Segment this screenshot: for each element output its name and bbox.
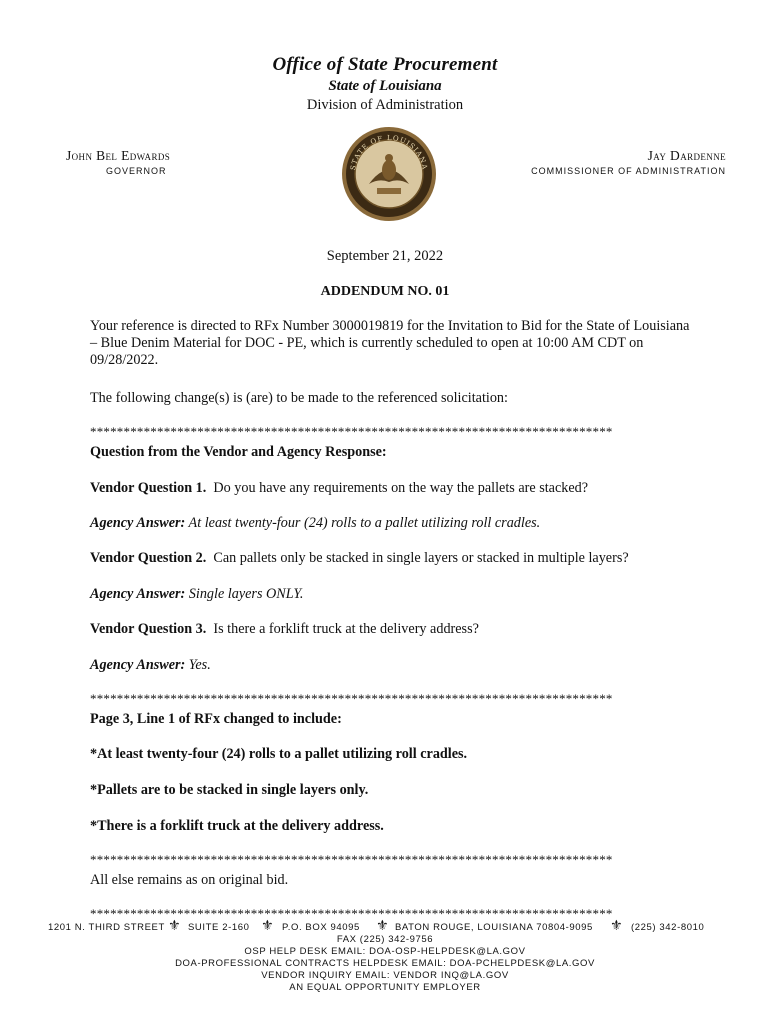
commissioner-title: COMMISSIONER OF ADMINISTRATION (531, 166, 726, 176)
vendor-question-2 (90, 550, 629, 567)
seal-text: STATE OF LOUISIANA (349, 133, 429, 171)
q3-text: Is there a forklift truck at the delivery address? (213, 621, 479, 637)
commissioner-block (531, 148, 726, 176)
change-heading: Page 3, Line 1 of RFx changed to include: (90, 711, 342, 727)
closing-text: All else remains as on original bid. (90, 872, 289, 888)
fleur-de-lis-icon: ⚜ (168, 917, 182, 933)
q2-label: Vendor Question 2. (90, 550, 207, 566)
state-title: State of Louisiana (328, 78, 442, 94)
a1-text: At least twenty-four (24) rolls to a pallet utilizing roll cradles. (188, 515, 541, 531)
footer-po-box: P.O. BOX 94095 (282, 922, 360, 933)
a1-label: Agency Answer: (90, 515, 186, 531)
footer-contracts-email: DOA-PROFESSIONAL CONTRACTS HELPDESK EMAIL: DOA-PCHELPDESK@LA.GOV (175, 958, 595, 969)
change-item-1: *At least twenty-four (24) rolls to a pallet utilizing roll cradles. (90, 746, 468, 762)
agency-answer-3 (90, 657, 211, 674)
separator: ****************************************************************************** (90, 424, 613, 439)
footer-street: 1201 N. THIRD STREET (48, 922, 165, 933)
qa-heading: Question from the Vendor and Agency Response: (90, 444, 387, 460)
footer-eoe: AN EQUAL OPPORTUNITY EMPLOYER (289, 982, 481, 993)
a3-text: Yes. (188, 657, 211, 673)
q1-text: Do you have any requirements on the way the pallets are stacked? (213, 480, 589, 496)
addendum-number: ADDENDUM NO. 01 (320, 284, 450, 299)
footer-phone: (225) 342-8010 (631, 922, 705, 933)
letter-date: September 21, 2022 (326, 248, 444, 264)
separator: ****************************************************************************** (90, 691, 613, 706)
office-title: Office of State Procurement (272, 54, 498, 75)
a2-text: Single layers ONLY. (188, 586, 304, 602)
agency-answer-1 (90, 515, 540, 532)
changes-intro: The following change(s) is (are) to be made to the referenced solicitation: (90, 390, 508, 406)
vendor-question-1 (90, 480, 588, 497)
footer-fax: FAX (225) 342-9756 (336, 934, 434, 945)
separator: ****************************************************************************** (90, 852, 613, 867)
governor-block (66, 148, 170, 176)
state-seal-icon (341, 126, 437, 222)
change-item-2: *Pallets are to be stacked in single layers only. (90, 782, 369, 798)
q3-label: Vendor Question 3. (90, 621, 207, 637)
q1-label: Vendor Question 1. (90, 480, 207, 496)
change-item-3: *There is a forklift truck at the delivery address. (90, 818, 384, 834)
footer-city: BATON ROUGE, LOUISIANA 70804-9095 (395, 922, 593, 933)
vendor-question-3 (90, 621, 479, 638)
intro-paragraph: Your reference is directed to RFx Number 3000019819 for the Invitation to Bid for the State of Louisiana – Blue Denim Material for DOC - PE, which is currently scheduled to open at 10:00 AM CDT on 09/28/2022. (90, 318, 690, 368)
governor-title: GOVERNOR (106, 166, 167, 176)
division-title: Division of Administration (306, 97, 464, 113)
fleur-de-lis-icon: ⚜ (610, 917, 624, 933)
a2-label: Agency Answer: (90, 586, 186, 602)
footer-vendor-email: VENDOR INQUIRY EMAIL: VENDOR INQ@LA.GOV (261, 970, 509, 981)
separator: ****************************************************************************** (90, 906, 613, 921)
commissioner-name: Jay Dardenne (647, 148, 726, 163)
agency-answer-2 (90, 586, 303, 603)
a3-label: Agency Answer: (90, 657, 186, 673)
fleur-de-lis-icon: ⚜ (261, 917, 275, 933)
q2-text: Can pallets only be stacked in single layers or stacked in multiple layers? (213, 550, 629, 566)
footer-suite: SUITE 2-160 (188, 922, 250, 933)
footer-help-email: OSP HELP DESK EMAIL: DOA-OSP-HELPDESK@LA.GOV (244, 946, 526, 957)
fleur-de-lis-icon: ⚜ (376, 917, 390, 933)
governor-name: John Bel Edwards (66, 148, 171, 163)
